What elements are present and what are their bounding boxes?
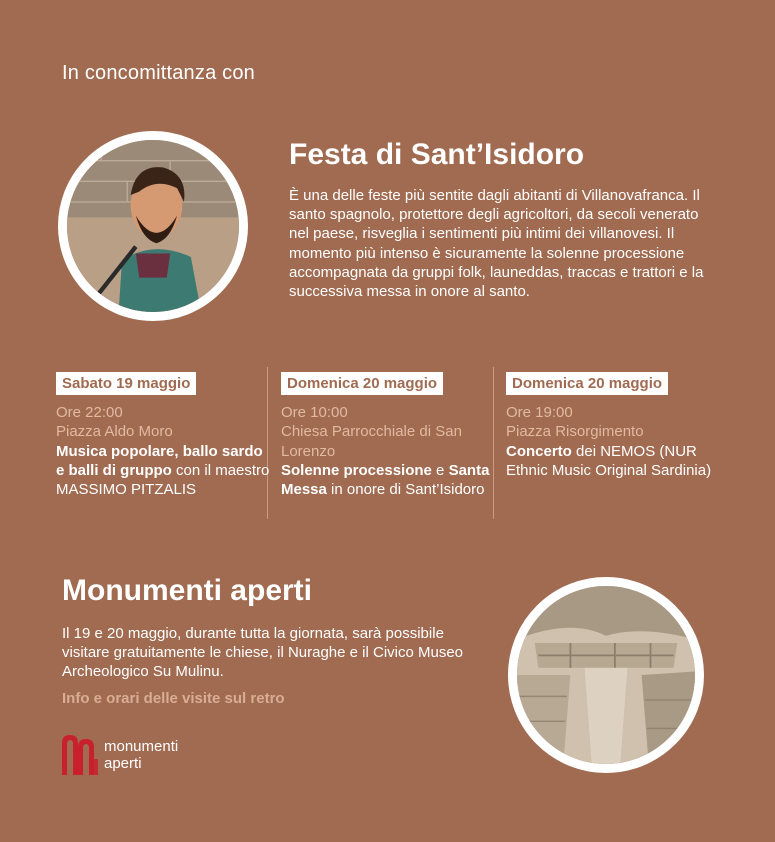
event-day: Sabato 19 maggio xyxy=(56,372,196,395)
festa-description: È una delle feste più sentite dagli abitanti di Villanovafranca. Il santo spagnolo, protettore degli agricoltori, da secoli venerato nel paese, risveglia i sentimenti più intimi dei villanovesi. Il momento più intenso è sicuramente la solenne processione accompagnata da gruppi folk, launeddas, traccas e trattori e la successiva messa in onore al santo. xyxy=(289,187,704,301)
monumenti-info: Info e orari delle visite sul retro xyxy=(62,690,285,707)
nuraghe-ruin-photo xyxy=(508,577,704,773)
event-place: Piazza Aldo Moro xyxy=(56,423,173,441)
monumenti-title: Monumenti aperti xyxy=(62,574,313,607)
saint-statue-photo xyxy=(58,131,248,321)
event-place: Chiesa Parrocchiale di San Lorenzo xyxy=(281,423,462,460)
monumenti-aperti-logo xyxy=(60,733,178,777)
intro-text: In concomittanza con xyxy=(62,62,255,84)
event-sunday-morning xyxy=(281,372,496,499)
event-sunday-evening xyxy=(506,372,721,480)
logo-mark-icon xyxy=(60,733,100,777)
logo-text-line2: aperti xyxy=(104,755,142,772)
event-day: Domenica 20 maggio xyxy=(506,372,668,395)
event-day: Domenica 20 maggio xyxy=(281,372,443,395)
event-time: Ore 10:00 xyxy=(281,404,348,422)
event-time: Ore 22:00 xyxy=(56,404,123,422)
event-description: Musica popolare, ballo sardo e balli di gruppo con il maestro MASSIMO PITZALIS xyxy=(56,442,270,499)
festa-title: Festa di Sant’Isidoro xyxy=(289,138,585,171)
event-description: Concerto dei NEMOS (NUR Ethnic Music Original Sardinia) xyxy=(506,442,712,479)
event-description: Solenne processione e Santa Messa in onore di Sant’Isidoro xyxy=(281,461,490,499)
event-saturday xyxy=(56,372,271,499)
event-place: Piazza Risorgimento xyxy=(506,423,644,441)
monumenti-description: Il 19 e 20 maggio, durante tutta la giornata, sarà possibile visitare gratuitamente le chiese, il Nuraghe e il Civico Museo Archeologico Su Mulinu. xyxy=(62,625,464,681)
event-time: Ore 19:00 xyxy=(506,404,573,422)
logo-text-line1: monumenti xyxy=(104,738,179,755)
